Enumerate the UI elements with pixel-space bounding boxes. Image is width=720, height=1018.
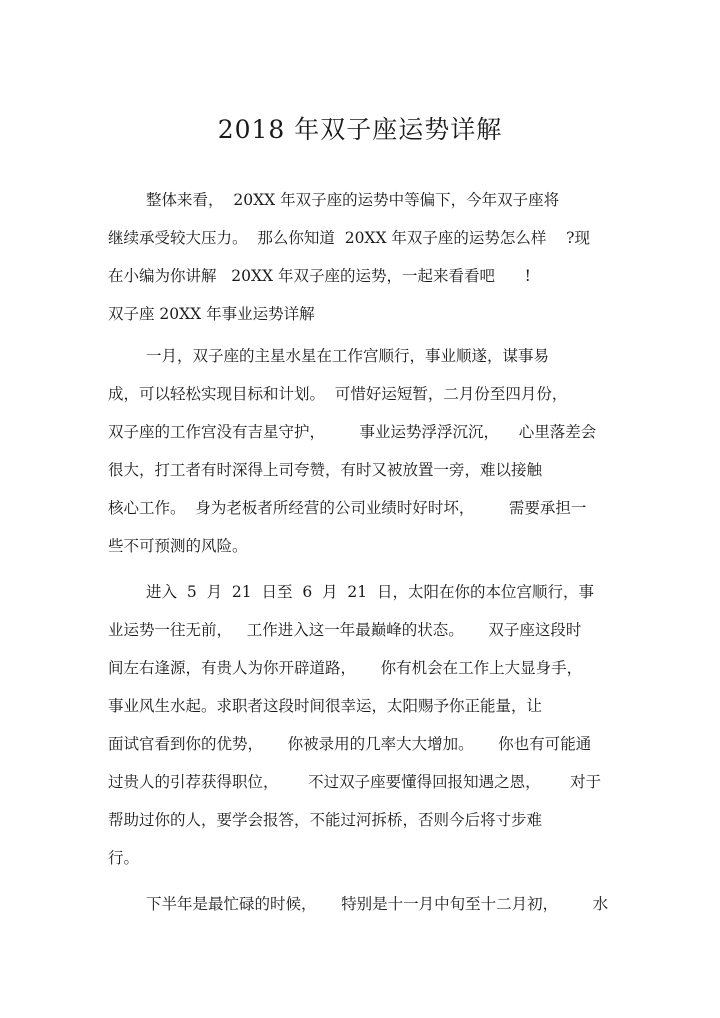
paragraph-may-june	[108, 573, 608, 877]
text-line: 行。	[108, 849, 140, 867]
text-line: 间左右逢源，有贵人为你开辟道路， 你有机会在工作上大显身手，	[108, 659, 583, 677]
paragraph-january	[108, 337, 608, 565]
paragraph-second-half	[108, 885, 608, 923]
text-line: 下半年是最忙碌的时候， 特别是十一月中旬至十二月初， 水	[146, 895, 608, 913]
text-line: 一月，双子座的主星水星在工作宫顺行，事业顺遂，谋事易	[146, 347, 550, 365]
text-line: 双子座的工作宫没有吉星守护， 事业运势浮浮沉沉， 心里落差会	[108, 423, 597, 441]
text-line: 帮助过你的人，要学会报答，不能过河拆桥，否则今后将寸步难	[108, 811, 543, 829]
text-line: 面试官看到你的优势， 你被录用的几率大大增加。 你也有可能通	[108, 735, 592, 753]
text-line: 成，可以轻松实现目标和计划。 可惜好运短暂，二月份至四月份，	[108, 385, 568, 403]
section-heading: 双子座 20XX 年事业运势详解	[108, 305, 315, 323]
document-title: 2018 年双子座运势详解	[217, 115, 503, 144]
intro-paragraph	[108, 181, 608, 295]
text-line: 很大，打工者有时深得上司夸赞，有时又被放置一旁，难以接触	[108, 461, 543, 479]
text-line: 在小编为你讲解 20XX 年双子座的运势，一起来看看吧 !	[108, 267, 531, 285]
text-line: 过贵人的引荐获得职位， 不过双子座要懂得回报知遇之恩， 对于	[108, 773, 602, 791]
text-line: 核心工作。 身为老板者所经营的公司业绩时好时坏， 需要承担一	[108, 499, 587, 517]
document-body	[108, 181, 608, 923]
text-line: 进入 5 月 21 日至 6 月 21 日，太阳在你的本位宫顺行，事	[146, 583, 595, 601]
text-line: 些不可预测的风险。	[108, 537, 248, 555]
text-line: 继续承受较大压力。 那么你知道 20XX 年双子座的运势怎么样 ?现	[108, 229, 590, 247]
text-line: 业运势一往无前， 工作进入这一年最巅峰的状态。 双子座这段时	[108, 621, 582, 639]
text-line: 整体来看， 20XX 年双子座的运势中等偏下，今年双子座将	[146, 191, 560, 209]
text-line: 事业风生水起。求职者这段时间很幸运，太阳赐予你正能量，让	[108, 697, 543, 715]
